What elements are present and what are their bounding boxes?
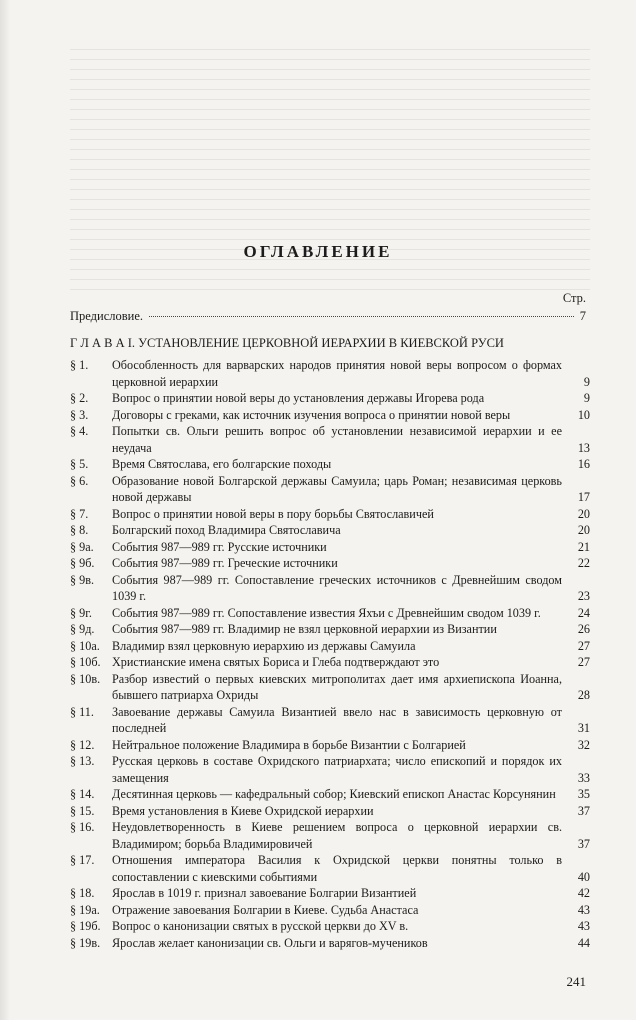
entry-page: 24	[577, 605, 590, 620]
toc-entry	[70, 885, 590, 902]
chapter-heading	[70, 336, 590, 351]
entry-page: 33	[577, 770, 590, 785]
entry-page: 43	[577, 919, 590, 933]
toc-entry	[70, 456, 590, 473]
entry-page: 43	[577, 902, 590, 917]
toc-entry	[70, 572, 590, 605]
toc-list	[70, 357, 590, 951]
entry-number: § 15.	[70, 803, 95, 818]
toc-entry	[70, 902, 590, 919]
toc-entry	[70, 357, 590, 390]
entry-page: 23	[577, 589, 590, 603]
entry-text: События 987—989 гг. Греческие источники	[112, 556, 338, 570]
entry-number: § 19в.	[70, 935, 101, 950]
entry-number: § 9а.	[70, 539, 94, 554]
toc-entry	[70, 506, 590, 523]
toc-entry	[70, 605, 590, 622]
entry-text: События 987—989 гг. Сопоставление известия Яхъи с Древнейшим сводом 1039 г.	[112, 605, 541, 620]
entry-number: § 10б.	[70, 655, 101, 669]
entry-page: 31	[577, 721, 590, 735]
entry-number: § 12.	[70, 737, 95, 752]
entry-text: Вопрос о принятии новой веры до установления державы Игорева рода	[112, 391, 485, 405]
entry-text: Образование новой Болгарской державы Самуила; царь Роман; независимая церковь новой державы	[112, 473, 562, 504]
entry-number: § 11.	[70, 704, 94, 719]
entry-text: Обособленность для варварских народов принятия новой веры вопросом о формах церковной иерархии	[112, 358, 562, 389]
entry-number: § 4.	[70, 424, 89, 438]
preface-label: Предисловие.	[70, 309, 144, 323]
entry-page: 10	[577, 407, 590, 422]
toc-entry	[70, 621, 590, 638]
entry-number: § 19а.	[70, 902, 100, 917]
entry-page: 37	[577, 836, 590, 851]
entry-number: § 9б.	[70, 556, 95, 570]
entry-page: 26	[577, 622, 590, 636]
entry-text: Болгарский поход Владимира Святославича	[112, 523, 341, 537]
toc-entry	[70, 473, 590, 506]
toc-entry	[70, 918, 590, 935]
entry-number: § 3.	[70, 407, 89, 422]
entry-page: 13	[577, 440, 590, 455]
entry-page: 35	[577, 787, 590, 801]
toc-entry	[70, 852, 590, 885]
entry-text: Ярослав в 1019 г. признал завоевание Болгарии Византией	[112, 886, 417, 900]
entry-text: Время установления в Киеве Охридской иерархии	[112, 803, 374, 818]
entry-page: 32	[577, 737, 590, 752]
entry-text: Нейтральное положение Владимира в борьбе Византии с Болгарией	[112, 737, 466, 752]
entry-text: Отношения императора Василия к Охридской церкви понятны только в сопоставлении с киевскими событиями	[112, 853, 562, 884]
entry-text: Владимир взял церковную иерархию из державы Самуила	[112, 638, 416, 653]
entry-number: § 10а.	[70, 638, 100, 653]
toc-entry	[70, 704, 590, 737]
entry-page: 21	[577, 539, 590, 554]
entry-number: § 14.	[70, 787, 95, 801]
entry-number: § 7.	[70, 506, 89, 521]
page-gutter-shadow	[0, 0, 10, 1020]
entry-number: § 5.	[70, 457, 89, 471]
entry-page: 16	[577, 457, 590, 471]
entry-page: 42	[577, 886, 590, 900]
toc-entry	[70, 737, 590, 754]
entry-number: § 9в.	[70, 572, 95, 587]
toc-entry	[70, 407, 590, 424]
entry-number: § 10в.	[70, 671, 101, 686]
toc-entry	[70, 522, 590, 539]
entry-page: 20	[577, 506, 590, 521]
toc-entry	[70, 786, 590, 803]
toc-entry	[70, 753, 590, 786]
toc-entry	[70, 654, 590, 671]
toc-entry	[70, 555, 590, 572]
toc-entry	[70, 671, 590, 704]
entry-number: § 19б.	[70, 919, 101, 933]
entry-number: § 6.	[70, 473, 89, 488]
chapter-title: УСТАНОВЛЕНИЕ ЦЕРКОВНОЙ ИЕРАРХИИ В КИЕВСКОЙ РУСИ	[138, 336, 504, 350]
page-number: 241	[566, 974, 586, 989]
entry-page: 20	[577, 523, 590, 537]
entry-text: Христианские имена святых Бориса и Глеба подтверждают это	[112, 655, 440, 669]
entry-number: § 16.	[70, 820, 95, 834]
entry-text: Договоры с греками, как источник изучения вопроса о принятии новой веры	[112, 407, 511, 422]
toc-entry	[70, 423, 590, 456]
entry-text: Неудовлетворенность в Киеве решением вопроса о церковной иерархии св. Владимиром; борьба Владимировичей	[112, 820, 562, 851]
toc-entry	[70, 935, 590, 952]
entry-number: § 17.	[70, 853, 95, 867]
entry-text: Отражение завоевания Болгарии в Киеве. Судьба Анастаса	[112, 902, 419, 917]
entry-number: § 13.	[70, 754, 95, 768]
entry-text: Разбор известий о первых киевских митрополитах дает имя архиепископа Иоанна, бывшего патриарха Охриды	[112, 671, 562, 702]
entry-page: 22	[577, 556, 590, 570]
entry-text: Русская церковь в составе Охридского патриархата; число епископий и порядок их замещения	[112, 754, 562, 785]
preface-page: 7	[579, 309, 586, 323]
entry-text: Вопрос о канонизации святых в русской церкви до XV в.	[112, 919, 409, 933]
entry-text: Завоевание державы Самуила Византией ввело нас в зависимость церковную от последней	[112, 704, 562, 735]
entry-page: 27	[577, 638, 590, 653]
entry-text: Попытки св. Ольги решить вопрос об установлении независимой иерархии и ее неудача	[112, 424, 562, 455]
entry-page: 27	[577, 655, 590, 669]
entry-number: § 9д.	[70, 622, 95, 636]
entry-text: Десятинная церковь — кафедральный собор; Киевский епископ Анастас Корсунянин	[112, 787, 556, 801]
entry-text: Ярослав желает канонизации св. Ольги и варягов-мучеников	[112, 935, 428, 950]
chapter-label: Г Л А В А I.	[70, 336, 136, 350]
entry-text: Время Святослава, его болгарские походы	[112, 457, 332, 471]
toc-entry	[70, 390, 590, 407]
entry-page: 9	[583, 374, 590, 389]
toc-entry	[70, 819, 590, 852]
entry-text: События 987—989 гг. Русские источники	[112, 539, 327, 554]
entry-number: § 1.	[70, 358, 89, 372]
toc-entry	[70, 539, 590, 556]
toc-entry	[70, 638, 590, 655]
entry-page: 44	[577, 935, 590, 950]
entry-number: § 2.	[70, 391, 89, 405]
entry-text: Вопрос о принятии новой веры в пору борьбы Святославичей	[112, 506, 434, 521]
entry-page: 37	[577, 803, 590, 818]
page-title: ОГЛАВЛЕНИЕ	[243, 242, 393, 261]
entry-text: События 987—989 гг. Владимир не взял церковной иерархии из Византии	[112, 622, 497, 636]
dot-leader	[149, 316, 574, 317]
entry-page: 9	[583, 391, 590, 405]
entry-page: 28	[577, 688, 590, 702]
toc-entry	[70, 803, 590, 820]
entry-page: 17	[577, 490, 590, 504]
entry-number: § 8.	[70, 523, 89, 537]
page-column-header: Стр.	[562, 291, 586, 305]
preface-entry	[70, 309, 586, 327]
entry-page: 40	[577, 869, 590, 884]
entry-number: § 9г.	[70, 605, 92, 620]
entry-number: § 18.	[70, 886, 95, 900]
entry-text: События 987—989 гг. Сопоставление греческих источников с Древнейшим сводом 1039 г.	[112, 572, 562, 603]
